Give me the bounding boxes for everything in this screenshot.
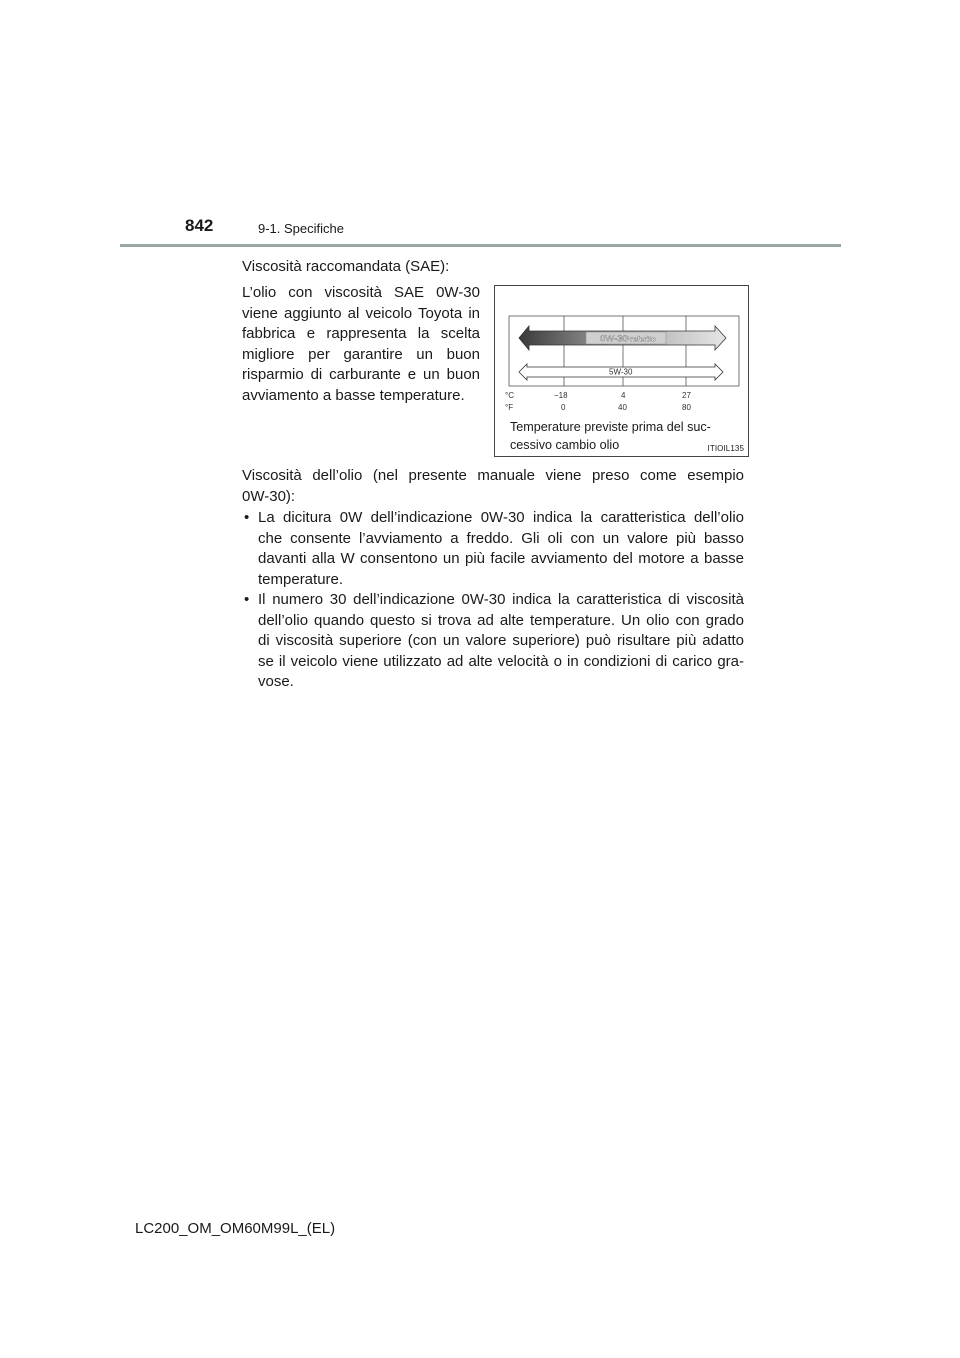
oil-viscosity-paragraph (242, 466, 744, 507)
intro-line: fabbrica e rappresenta la scelta (242, 325, 480, 342)
recommended-viscosity-label: Viscosità raccomandata (SAE): (242, 258, 450, 275)
intro-line: viene aggiunto al veicolo Toyota in (242, 304, 480, 322)
figure-caption-line: Temperature previste prima del suc- (510, 420, 711, 434)
viscosity-bullet-list (242, 508, 744, 693)
bullet-glyph: • (244, 509, 250, 526)
series-5w30-label: 5W-30 (609, 367, 633, 377)
list-item (242, 508, 744, 590)
axis-c-unit: °C (505, 391, 514, 400)
tick-f-label: 80 (682, 403, 691, 412)
tick-f-label: 0 (561, 403, 566, 412)
oil-viscosity-line: 0W-30): (242, 487, 296, 505)
figure-caption-line: cessivo cambio olio (510, 438, 620, 452)
list-item (242, 590, 744, 693)
intro-line: migliore per garantire un buon (242, 345, 480, 363)
bullet-line: che consente l’avviamento a freddo. Gli oli con un valore più basso (258, 529, 744, 547)
bullet-line: temperature. (258, 570, 344, 588)
tick-c-label: 4 (621, 391, 626, 400)
footer-doc-code: LC200_OM_OM60M99L_(EL) (135, 1220, 336, 1237)
bullet-glyph: • (244, 591, 250, 608)
bullet-line: Il numero 30 dell’indicazione 0W-30 indica la caratteristica di viscosità (258, 591, 744, 608)
series-0w30-label: 0W-30 (600, 333, 628, 345)
bullet-line: vose. (258, 673, 294, 690)
tick-f-label: 40 (618, 403, 627, 412)
bullet-line: davanti alla W consentono un più facile avviamento del motore a basse (258, 550, 744, 567)
bullet-line: dell’olio quando questo si trova ad alte temperature. Un olio con grado (258, 611, 744, 629)
axis-f-unit: °F (505, 403, 514, 412)
intro-line: L’olio con viscosità SAE 0W-30 (242, 284, 480, 301)
figure-code: ITIOIL135 (707, 444, 744, 453)
bullet-line: La dicitura 0W dell’indicazione 0W-30 indica la caratteristica dell’olio (258, 509, 744, 526)
section-title: 9-1. Specifiche (258, 221, 344, 236)
tick-c-label: −18 (554, 391, 568, 400)
bullet-line: se il veicolo viene utilizzato ad alte velocità o in condizioni di carico gra- (258, 652, 744, 670)
recommended-intro (242, 283, 480, 406)
figure-caption (510, 418, 725, 454)
bullet-line: di viscosità superiore (con un valore superiore) può risultare più adatto (258, 632, 744, 649)
intro-line: avviamento a basse temperature. (242, 386, 465, 404)
intro-line: risparmio di carburante e un buon (242, 366, 480, 383)
series-0w30-note: Preferito (625, 334, 656, 344)
header-rule (120, 244, 841, 247)
page-number: 842 (185, 216, 214, 235)
oil-viscosity-line: Viscosità dell’olio (nel presente manuale viene preso come esempio (242, 467, 744, 484)
viscosity-temperature-figure (494, 285, 749, 457)
tick-c-label: 27 (682, 391, 691, 400)
